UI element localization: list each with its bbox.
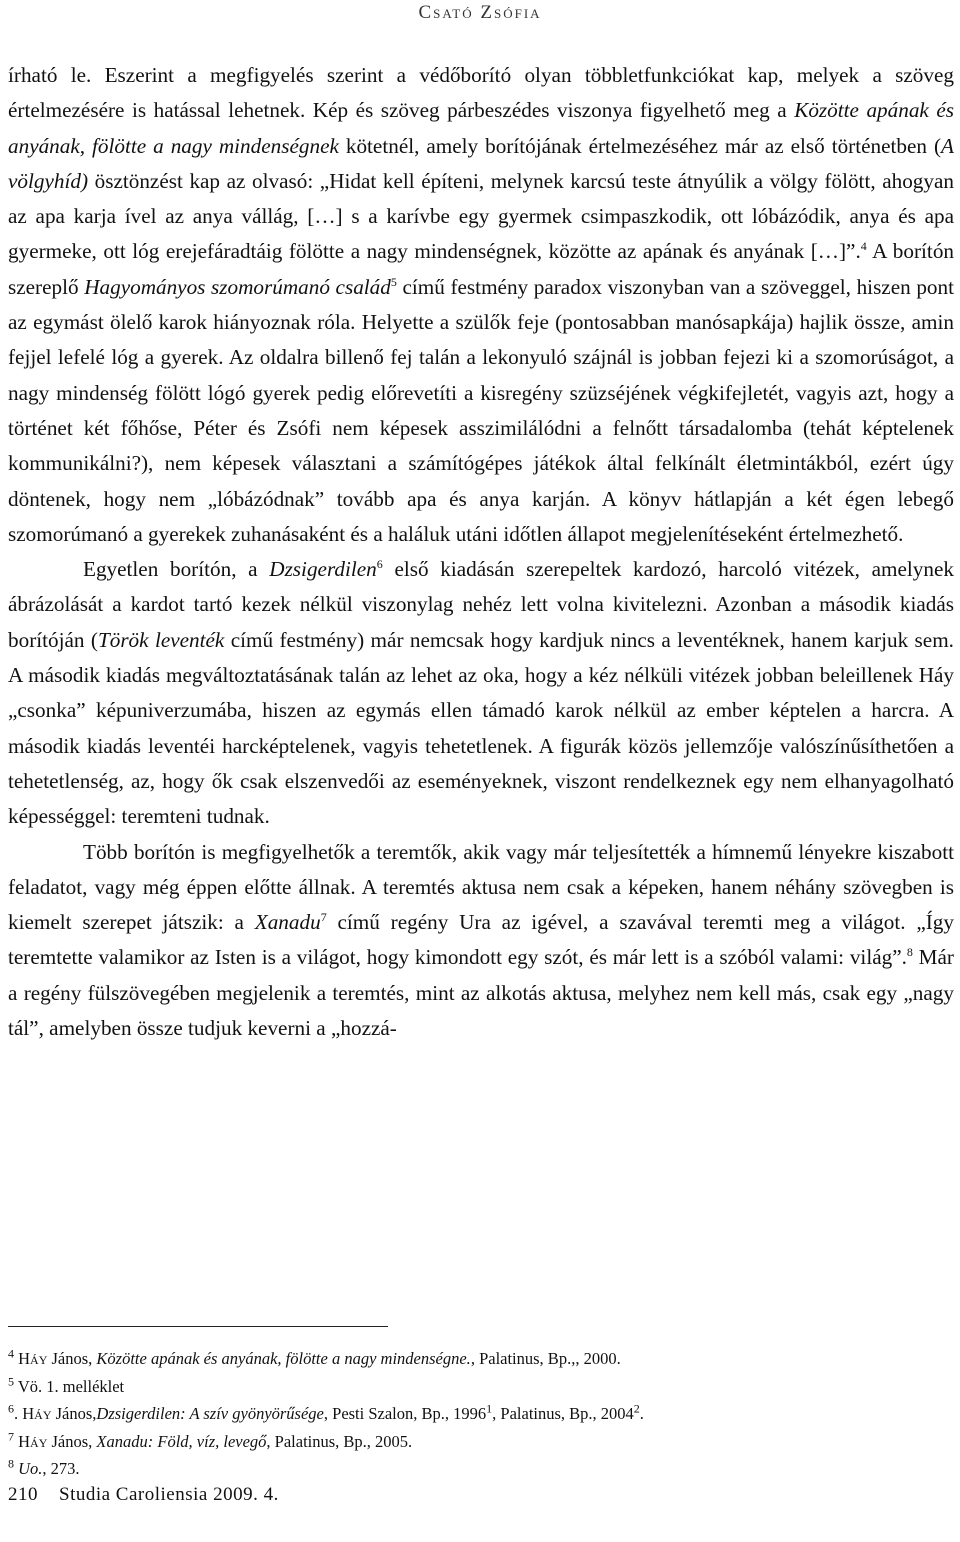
- text-run: , Palatinus, Bp., 2005.: [266, 1431, 413, 1451]
- author-surname: Háy: [18, 1431, 48, 1451]
- body-text: [8, 58, 954, 1046]
- footnote-ref: 7: [320, 910, 327, 925]
- footnote-ref: 5: [390, 274, 397, 289]
- text-run: , 273.: [42, 1459, 80, 1479]
- paragraph-2: [8, 552, 954, 834]
- footnote-6: [8, 1400, 954, 1428]
- edition-number: 2: [633, 1401, 640, 1416]
- text-run: Egyetlen borítón, a: [83, 557, 270, 582]
- footnote-ref: 8: [906, 945, 913, 960]
- text-run: János,: [47, 1431, 97, 1451]
- running-head-text: Csató Zsófia: [418, 2, 542, 23]
- footnote-5: [8, 1373, 954, 1401]
- footnote-4: [8, 1345, 954, 1373]
- text-run: első kiadásán szerepeltek kardozó, harcoló vitézek, amelynek ábrázolását a kardot tartó kezek nélkül viszonylag nehéz lett volna kivitelezni. Azonban a második kiadás borítóján (: [8, 557, 954, 652]
- footnote-8: [8, 1455, 954, 1483]
- book-title: Xanadu: [254, 910, 321, 935]
- footnote-ref: 4: [860, 239, 867, 254]
- footnote-number: 8: [8, 1456, 14, 1471]
- author-surname: Háy: [22, 1404, 52, 1424]
- paragraph-1: [8, 58, 954, 552]
- author-surname: Háy: [18, 1349, 48, 1368]
- cited-title: Dzsigerdilen: A szív gyönyörűsége: [96, 1404, 324, 1424]
- text-run: , Palatinus, Bp.,, 2000.: [470, 1349, 621, 1368]
- book-title: Közötte apának és anyának, fölötte a nagy mindenségnek: [8, 98, 954, 158]
- text-run: , Palatinus, Bp., 2004: [492, 1404, 634, 1424]
- text-run: ösztönzést kap az olvasó: „Hidat kell építeni, melynek karcsú teste átnyúlik a völgy fölött, ahogyan az apa karja ível az anya vállág, […] s a karívbe egy gyermek csimpaszkodik, ott lóbázódik, anya és apa gyermeke, ott lóg erejefáradtáig fölötte a nagy mindenségnek, közötte az apának és anyának […]”.: [8, 168, 954, 264]
- text-run: című regény Ura az igével, a szavával teremti meg a világot. „Így teremtette valamikor az Isten is a világot, hogy kimondott egy szót, és már lett is a szóból valami: világ”.: [8, 910, 954, 970]
- text-run: , Pesti Szalon, Bp., 1996: [323, 1404, 487, 1424]
- edition-number: 1: [486, 1401, 493, 1416]
- footnote-7: [8, 1428, 954, 1456]
- story-title: A völgyhíd): [8, 133, 954, 193]
- footnote-number: 5: [8, 1374, 14, 1389]
- running-head: [0, 2, 960, 24]
- text-run: Több borítón is megfigyelhetők a teremtők, akik vagy már teljesítették a hímnemű lényekre kiszabott feladatot, vagy még éppen előtte állnak. A teremtés aktusa nem csak a képeken, hanem néhány szövegben is kiemelt szerepet játszik: a: [8, 839, 954, 935]
- text-run: írható le. Eszerint a megfigyelés szerint a védőborító olyan többletfunkciókat kap, melyek a szöveg értelmezésére is hatással lehetnek. Kép és szöveg párbeszédes viszonya figyelhető meg a: [8, 63, 954, 123]
- text-run: című festmény) már nemcsak hogy kardjuk nincs a leventéknek, hanem karjuk sem. A második kiadás megváltoztatásának talán az lehet az oka, hogy a kéz nélküli vitézek jobban beleillenek Háy „csonka” képuniverzumába, hiszen az egymás ellen támadó karok nélkül az ember képtelen a harcra. A második kiadás leventéi harcképtelenek, vagyis tehetetlenek. A figurák közös jellemzője valószínűsíthetően a tehetetlenség, az, hogy ők csak elszenvedői az eseményeknek, viszont rendelkeznek egy nem elhanyagolható képességgel: teremteni tudnak.: [8, 627, 954, 829]
- page-number: 210: [8, 1484, 38, 1505]
- text-run: János,: [47, 1349, 97, 1368]
- footnote-number: 6: [8, 1401, 14, 1416]
- cited-title: Uo.: [18, 1459, 43, 1479]
- journal-name: Studia Caroliensia 2009. 4.: [59, 1484, 279, 1505]
- footnotes: [8, 1345, 954, 1483]
- painting-title: Török leventék: [97, 627, 225, 652]
- cited-title: Xanadu: Föld, víz, levegő: [96, 1431, 267, 1451]
- text-run: Már a regény fülszövegében megjelenik a teremtés, mint az alkotás aktusa, melyhez nem kell más, csak egy „nagy tál”, amelyben össze tudjuk keverni a „hozzá-: [8, 945, 954, 1041]
- footnote-number: 4: [8, 1346, 14, 1361]
- text-run: A borítón szereplő: [8, 239, 955, 299]
- cited-title: Közötte apának és anyának, fölötte a nagy mindenségne.: [96, 1349, 471, 1368]
- text-run: János,: [51, 1404, 97, 1424]
- painting-title: Hagyományos szomorúmanó család: [84, 274, 391, 299]
- page-footer: [8, 1484, 279, 1506]
- text-run: .: [14, 1404, 23, 1424]
- text-run: .: [639, 1404, 644, 1424]
- text-run: Vö. 1. melléklet: [17, 1376, 125, 1396]
- book-title: Dzsigerdilen: [269, 557, 377, 582]
- text-run: című festmény paradox viszonyban van a szöveggel, hiszen pont az egymást ölelő karok hiányoznak róla. Helyette a szülők feje (pontosabban manósapkája) hajlik össze, amin fejjel lefelé lóg a gyerek. Az oldalra billenő fej talán a lekonyuló szájnál is jobban fejezi ki a szomorúságot, a nagy mindenség fölött lógó gyerek pedig előrevetíti a kisregény szüzséjének végkifejletét, vagyis azt, hogy a történet két főhőse, Péter és Zsófi nem képesek asszimilálódni a felnőtt társadalomba (tehát képtelenek kommunikálni?), nem képesek választani a számítógépes játékok által felkínált életmintákból, ezért úgy döntenek, hogy nem „lóbázódnak” tovább apa és anya karján. A könyv hátlapján a két égen lebegő szomorúmanó a gyerekek zuhanásaként és a haláluk utáni időtlen állapot megjelenítéseként értelmezhető.: [8, 274, 954, 546]
- paragraph-3: [8, 835, 954, 1047]
- footnote-ref: 6: [376, 557, 383, 572]
- footnote-number: 7: [8, 1429, 14, 1444]
- text-run: kötetnél, amely borítójának értelmezéséhez már az első történetben (: [338, 133, 942, 158]
- footnote-separator: [8, 1326, 388, 1327]
